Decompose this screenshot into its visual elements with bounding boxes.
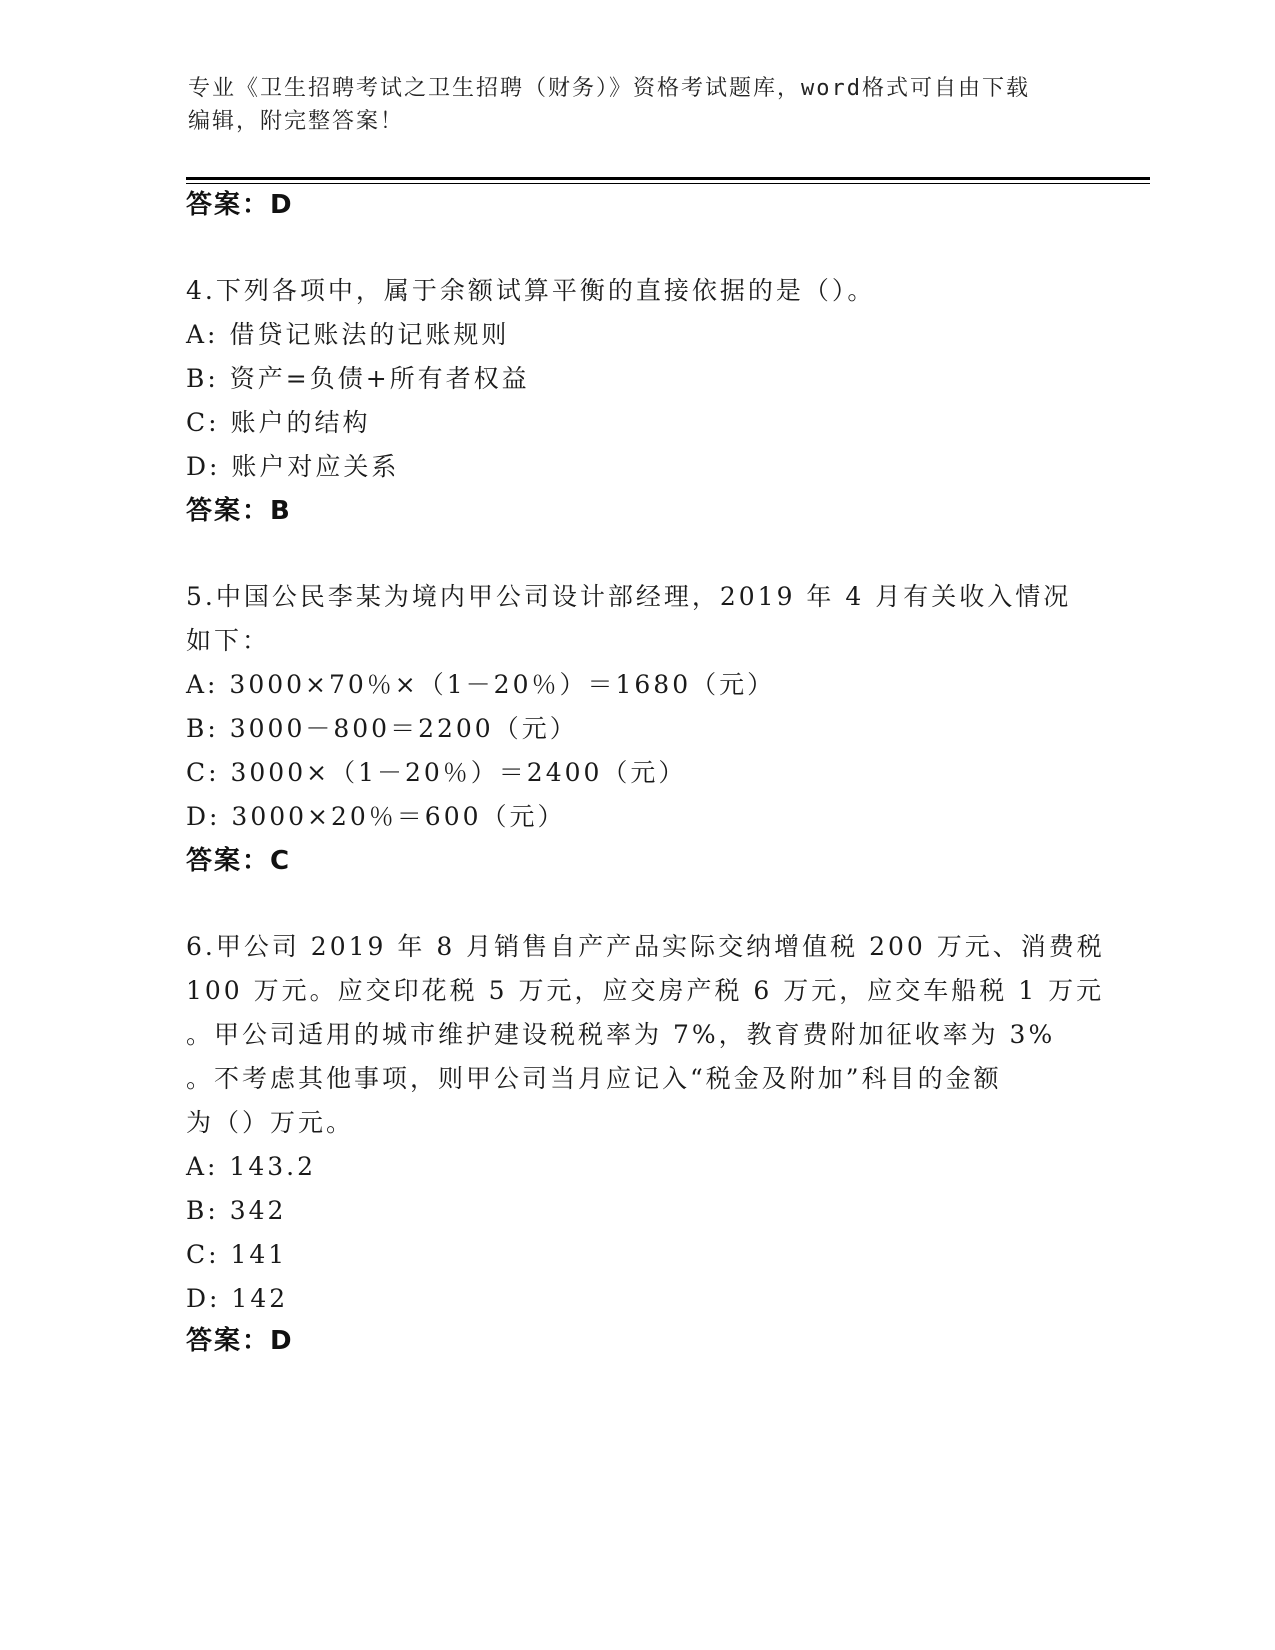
question-5-option-a: A: 3000×70％×（1－20％）＝1680（元） <box>186 670 776 699</box>
question-6-stem-line-5: 为（）万元。 <box>186 1108 355 1137</box>
header-line-2: 编辑，附完整答案！ <box>188 109 405 134</box>
question-5-answer: 答案：C <box>186 846 292 876</box>
previous-answer: 答案：D <box>186 190 294 220</box>
document-header <box>188 72 1068 138</box>
question-6-stem-line-1: 6.甲公司 2019 年 8 月销售自产产品实际交纳增值税 200 万元、消费税 <box>186 932 1105 961</box>
question-4-stem: 4.下列各项中，属于余额试算平衡的直接依据的是（）。 <box>186 276 876 305</box>
question-6-option-b: B: 342 <box>186 1196 287 1225</box>
question-5-option-d: D: 3000×20％＝600（元） <box>186 802 566 831</box>
question-4-answer: 答案：B <box>186 496 292 526</box>
question-4-option-a: A: 借贷记账法的记账规则 <box>186 320 510 349</box>
header-divider-thin <box>186 183 1150 184</box>
question-4-option-d: D: 账户对应关系 <box>186 452 400 481</box>
header-divider-thick <box>186 177 1150 180</box>
question-5-option-c: C: 3000×（1－20％）＝2400（元） <box>186 758 687 787</box>
question-6-option-c: C: 141 <box>186 1240 288 1269</box>
question-6-option-a: A: 143.2 <box>186 1152 316 1181</box>
question-6-answer: 答案：D <box>186 1326 294 1356</box>
question-4-option-c: C: 账户的结构 <box>186 408 371 437</box>
header-line-1: 专业《卫生招聘考试之卫生招聘（财务）》资格考试题库，word格式可自由下载 <box>188 76 1030 101</box>
question-6-option-d: D: 142 <box>186 1284 289 1313</box>
question-5-stem-line-1: 5.中国公民李某为境内甲公司设计部经理，2019 年 4 月有关收入情况 <box>186 582 1072 611</box>
question-6-stem-line-3: 。甲公司适用的城市维护建设税税率为 7%，教育费附加征收率为 3% <box>186 1020 1056 1049</box>
question-6-stem-line-2: 100 万元。应交印花税 5 万元，应交房产税 6 万元，应交车船税 1 万元 <box>186 976 1105 1005</box>
question-4-option-b: B: 资产=负债+所有者权益 <box>186 364 530 393</box>
question-6-stem-line-4: 。不考虑其他事项，则甲公司当月应记入“税金及附加”科目的金额 <box>186 1064 1002 1093</box>
question-5-stem-line-2: 如下： <box>186 626 271 655</box>
question-5-option-b: B: 3000－800＝2200（元） <box>186 714 578 743</box>
